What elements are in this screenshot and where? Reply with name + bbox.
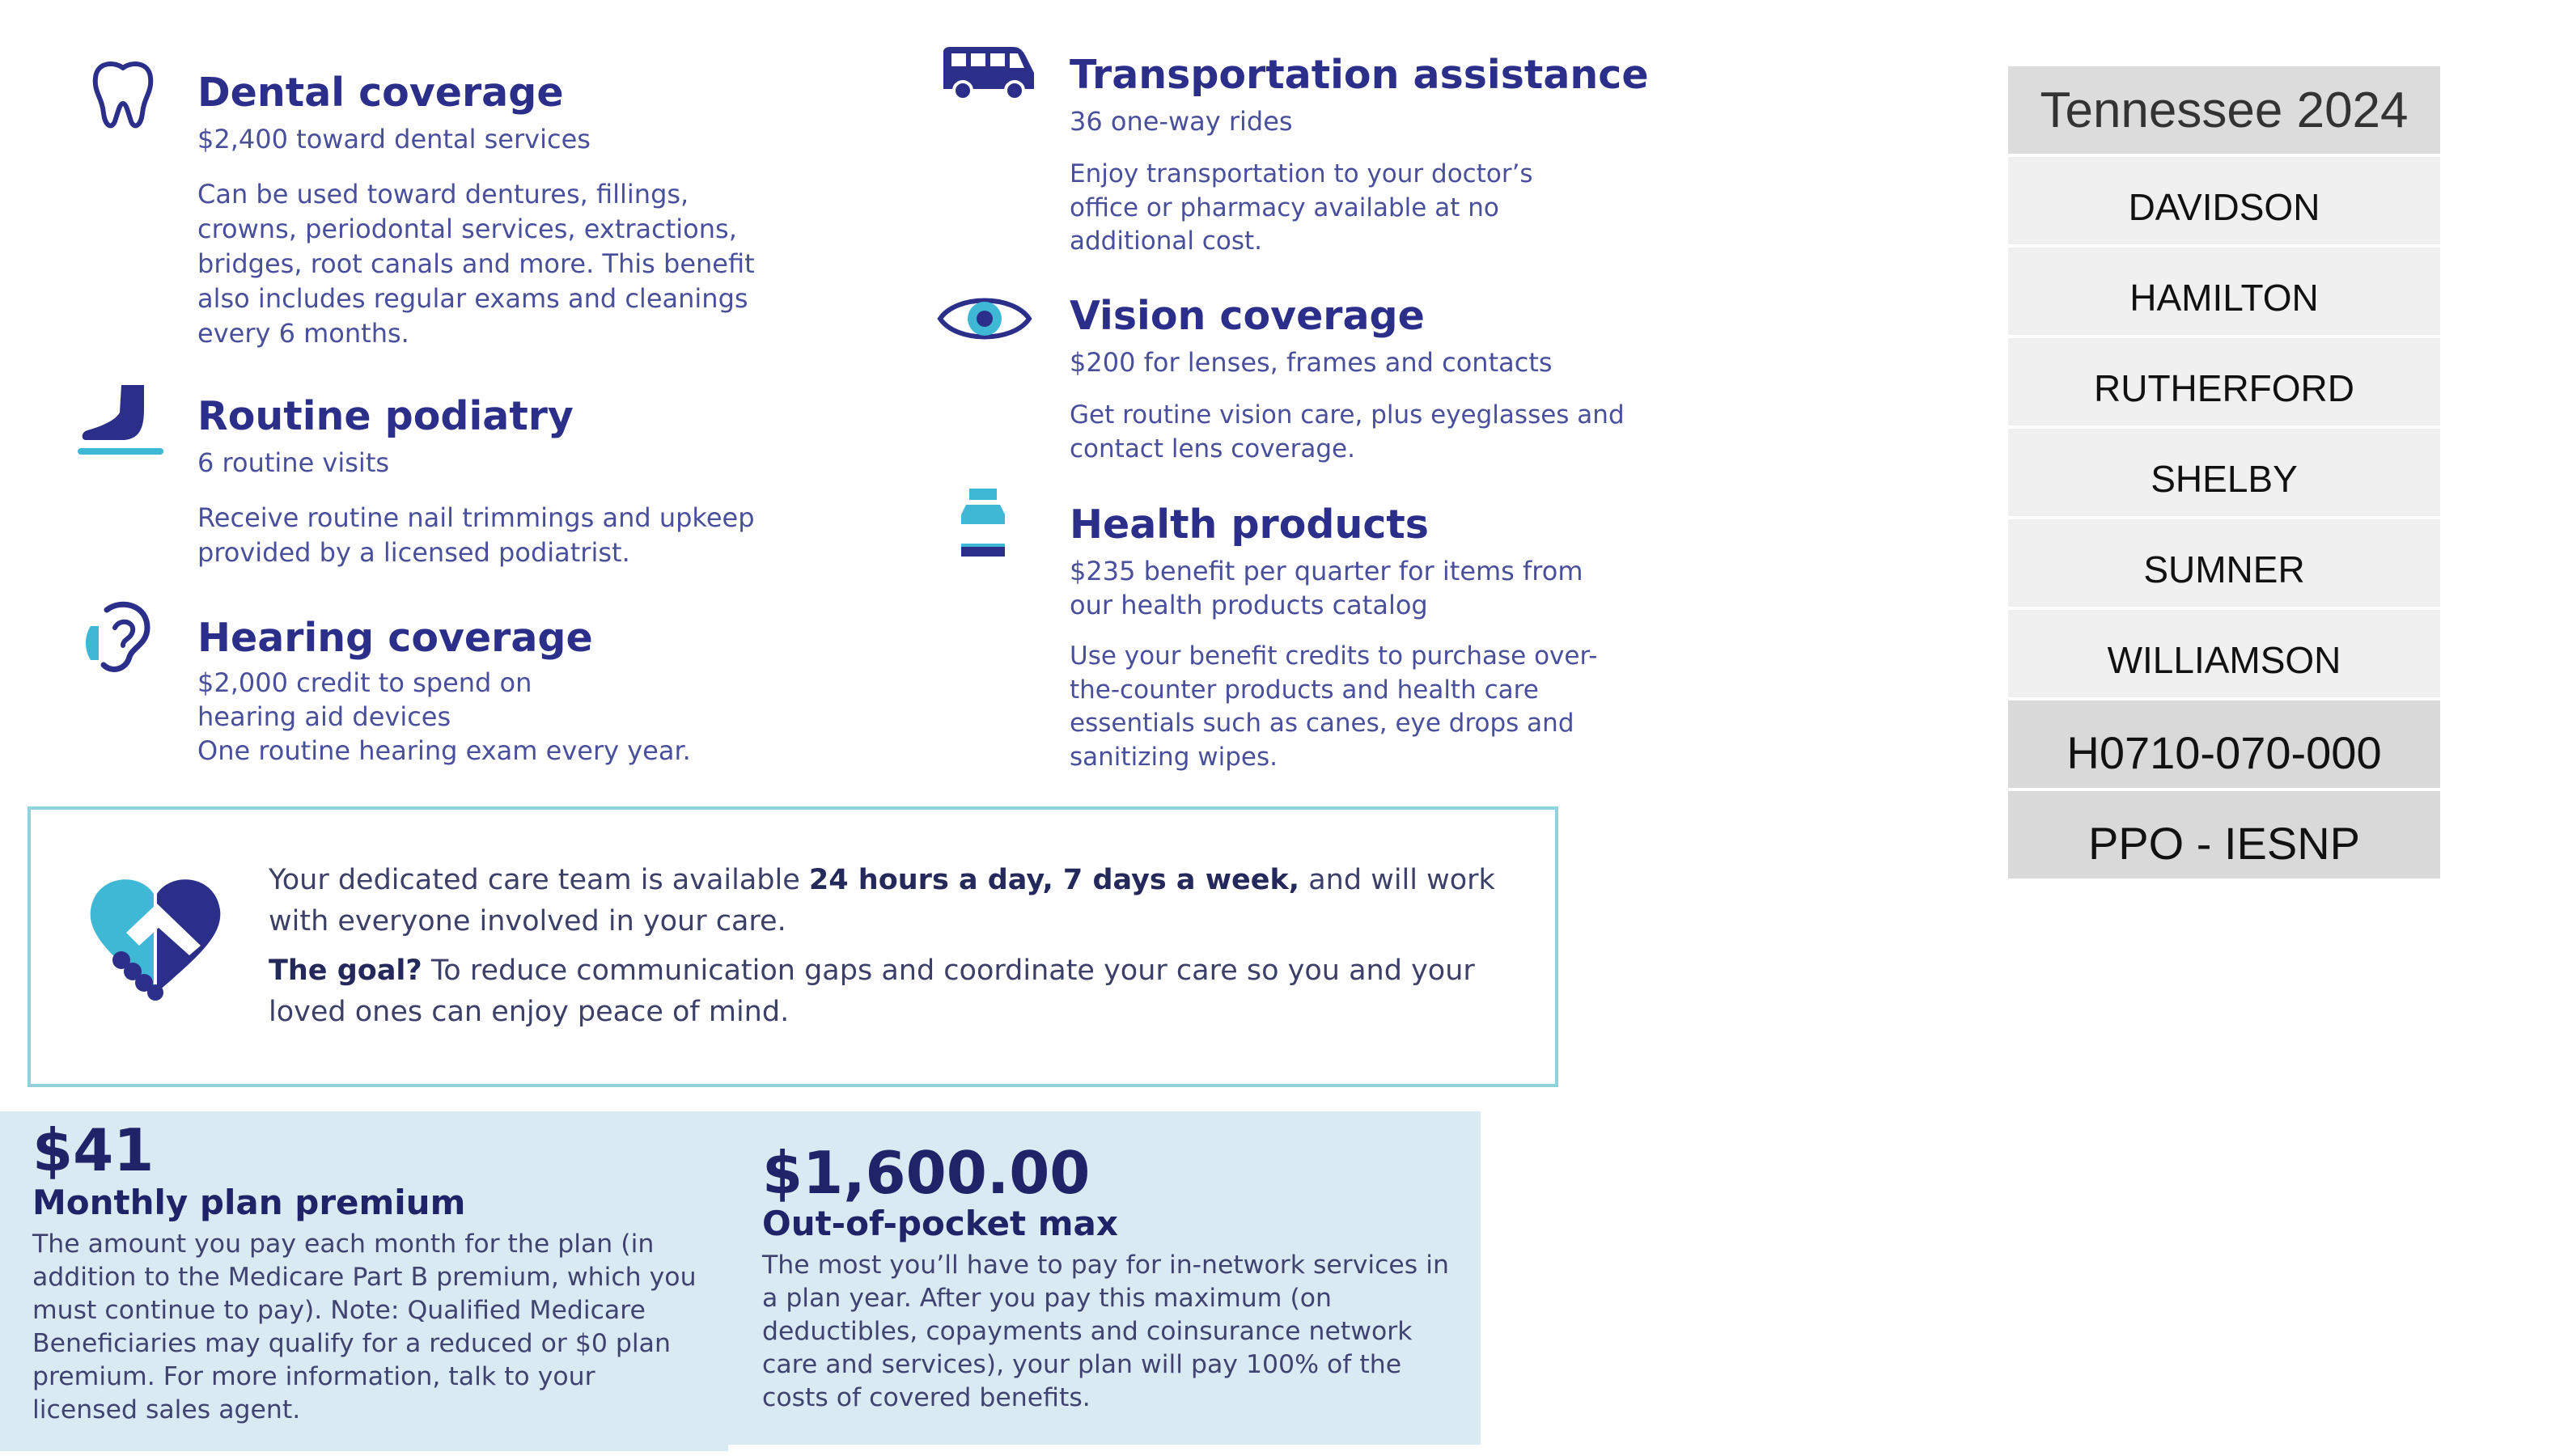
- care-team-availability: Your dedicated care team is available 24 hours a day, 7 days a week, and will work with everyone involved in your care.: [269, 864, 1495, 938]
- vision-benefit: [1070, 293, 1652, 466]
- tooth-icon: [84, 57, 162, 134]
- transportation-title: Transportation assistance: [1070, 52, 1649, 98]
- county-item: SHELBY: [2008, 429, 2440, 516]
- podiatry-title: Routine podiatry: [197, 393, 574, 439]
- hearing-benefit: [197, 615, 780, 768]
- health-products-benefit: [1070, 502, 1652, 774]
- premium-label: Monthly plan premium: [32, 1183, 466, 1222]
- hearing-subtitle-line1: $2,000 credit to spend on: [197, 667, 532, 698]
- hearing-title: Hearing coverage: [197, 615, 593, 661]
- oop-max-box: [728, 1111, 1481, 1445]
- care-team-box: [28, 806, 1558, 1087]
- county-item: WILLIAMSON: [2008, 610, 2440, 697]
- podiatry-benefit: [197, 393, 780, 570]
- care-team-goal: The goal? To reduce communication gaps and coordinate your care so you and your loved ones can enjoy peace of mind.: [269, 954, 1475, 1028]
- hearing-subtitle-line2: hearing aid devices: [197, 701, 451, 733]
- premium-box: [0, 1111, 728, 1451]
- plan-state-year: Tennessee 2024: [2008, 66, 2440, 154]
- podiatry-subtitle: 6 routine visits: [197, 447, 390, 478]
- van-icon: [939, 44, 1039, 102]
- county-item: HAMILTON: [2008, 248, 2440, 335]
- foot-icon: [74, 380, 168, 459]
- transportation-description: Enjoy transportation to your doctor’s office or pharmacy available at no additional cost.: [1070, 159, 1533, 256]
- care-team-hours: 24 hours a day, 7 days a week,: [808, 864, 1300, 896]
- premium-amount: $41: [32, 1116, 155, 1184]
- county-item: DAVIDSON: [2008, 157, 2440, 244]
- transportation-benefit: [1070, 52, 1652, 259]
- oop-max-label: Out-of-pocket max: [762, 1204, 1118, 1243]
- dental-benefit: [197, 70, 780, 350]
- dental-subtitle: $2,400 toward dental services: [197, 123, 591, 154]
- plan-contract-id: H0710-070-000: [2008, 700, 2440, 788]
- dental-description: Can be used toward dentures, fillings, crowns, periodontal services, extractions, bridges, root canals and more. This benefit also includes regular exams and cleanings every 6 months.: [197, 179, 755, 349]
- county-item: RUTHERFORD: [2008, 338, 2440, 425]
- medicine-bottle-icon: [958, 487, 1008, 560]
- vision-title: Vision coverage: [1070, 293, 1425, 339]
- ear-icon: [79, 594, 157, 678]
- eye-icon: [937, 290, 1032, 348]
- transportation-subtitle: 36 one-way rides: [1070, 105, 1293, 137]
- hearing-subtitle-line3: One routine hearing exam every year.: [197, 735, 691, 767]
- dental-title: Dental coverage: [197, 70, 564, 116]
- podiatry-description: Receive routine nail trimmings and upkeep provided by a licensed podiatrist.: [197, 502, 755, 568]
- oop-max-amount: $1,600.00: [762, 1139, 1091, 1207]
- care-team-goal-label: The goal?: [269, 954, 422, 987]
- health-products-title: Health products: [1070, 502, 1429, 548]
- vision-subtitle: $200 for lenses, frames and contacts: [1070, 346, 1553, 378]
- heart-handshake-icon: [83, 871, 228, 1004]
- premium-description: The amount you pay each month for the plan (in addition to the Medicare Part B premium, which you must continue to pay). Note: Qualified Medicare Beneficiaries may qualify for a reduced or $0 plan premium. For more information, talk to your licensed sales agent.: [32, 1230, 697, 1424]
- oop-max-description: The most you’ll have to pay for in-network services in a plan year. After you pay this maximum (on deductibles, copayments and coinsurance network care and services), your plan will pay 100% of the costs of covered benefits.: [762, 1251, 1449, 1412]
- health-products-description: Use your benefit credits to purchase over-the-counter products and health care essentials such as canes, eye drops and sanitizing wipes.: [1070, 641, 1598, 772]
- vision-description: Get routine vision care, plus eyeglasses and contact lens coverage.: [1070, 400, 1625, 463]
- plan-type: PPO - IESNP: [2008, 791, 2440, 878]
- county-item: SUMNER: [2008, 519, 2440, 607]
- health-products-subtitle: $235 benefit per quarter for items from our health products catalog: [1070, 555, 1583, 621]
